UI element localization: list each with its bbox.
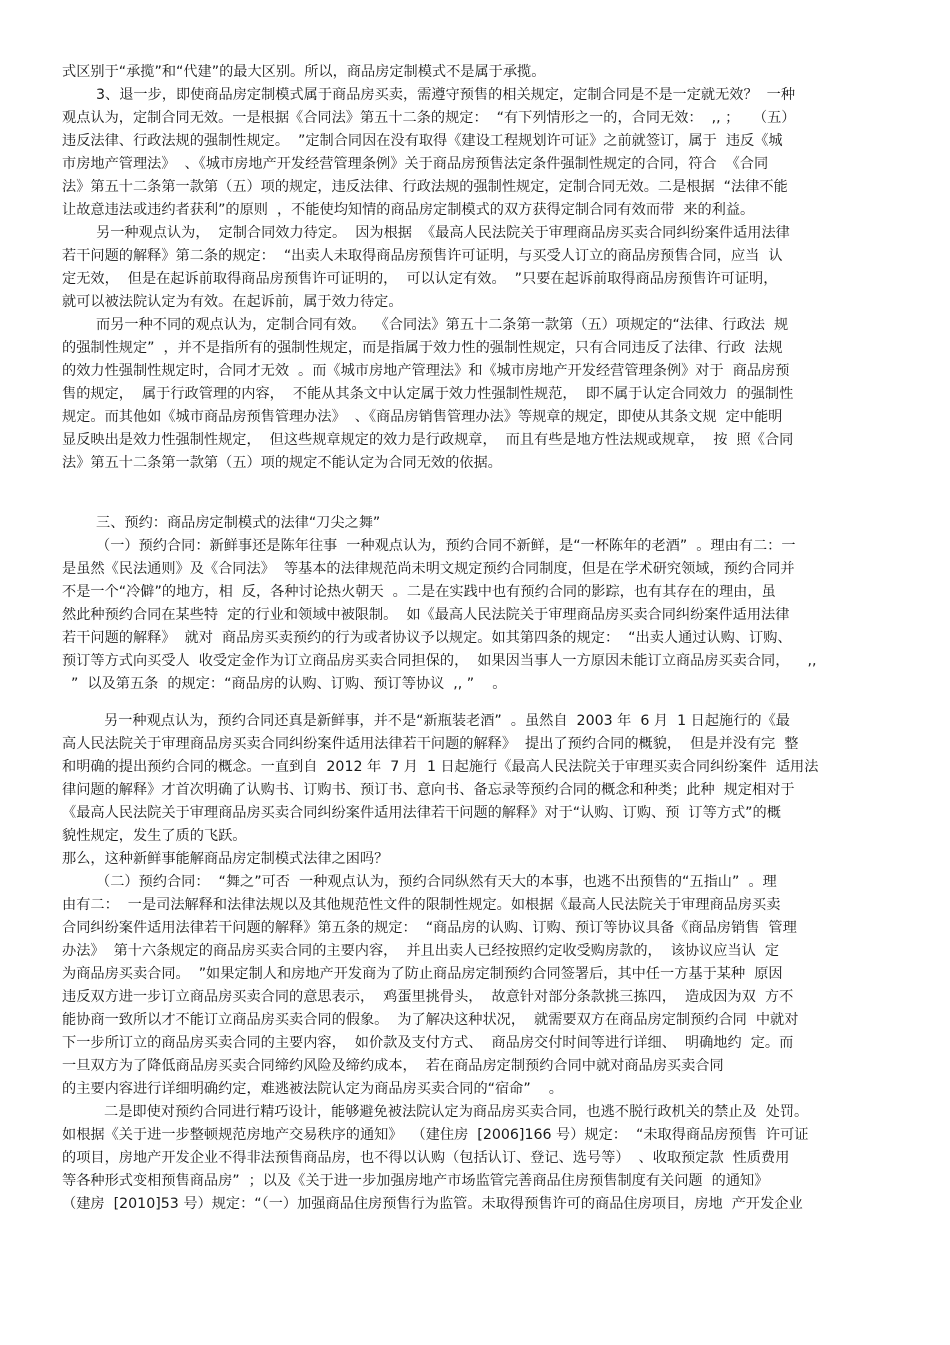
text-line: 预订等方式向买受人 收受定金作为订立商品房买卖合同担保的， 如果因当事人一方原因未能订立商品房买卖合同， ,,	[62, 653, 817, 669]
text-line: 违反双方进一步订立商品房买卖合同的意思表示， 鸡蛋里挑骨头， 故意针对部分条款挑三拣四， 造成因为双 方不	[62, 989, 794, 1005]
text-line: 观点认为，定制合同无效。一是根据《合同法》第五十二条的规定： “有下列情形之一的，合同无效： ,, ； （五）	[62, 110, 796, 126]
text-line: ” 以及第五条 的规定：“商品房的认购、订购、预订等协议 ,, ” 。	[62, 676, 507, 692]
text-line: 违反法律、行政法规的强制性规定。 ”定制合同因在没有取得《建设工程规划许可证》之前就签订，属于 违反《城	[62, 133, 783, 149]
text-line: 而另一种不同的观点认为，定制合同有效。 《合同法》第五十二条第一款第（五）项规定的“法律、行政法 规	[96, 317, 789, 333]
text-line: 不是一个“冷僻”的地方，相 反，各种讨论热火朝天 。二是在实践中也有预约合同的影踪，也有其存在的理由，虽	[62, 584, 776, 600]
text-line: 的强制性规定” ，并不是指所有的强制性规定，而是指属于效力性的强制性规定，只有合同违反了法律、行政 法规	[62, 340, 783, 356]
text-line: 式区别于“承揽”和“代建”的最大区别。所以，商品房定制模式不是属于承揽。	[62, 64, 546, 80]
text-line: 为商品房买卖合同。 ”如果定制人和房地产开发商为了防止商品房定制预约合同签署后，其中任一方基于某种 原因	[62, 966, 783, 982]
text-line: 法》第五十二条第一款第（五）项的规定，违反法律、行政法规的强制性规定，定制合同无效。二是根据 “法律不能	[62, 179, 788, 195]
text-line: 律问题的解释》才首次明确了认购书、订购书、预订书、意向书、备忘录等预约合同的概念和种类；此种 规定相对于	[62, 782, 795, 798]
section-heading: 三、预约：商品房定制模式的法律“刀尖之舞”	[96, 515, 381, 531]
text-line: 貌性规定，发生了质的飞跃。	[62, 828, 247, 844]
text-line: 《最高人民法院关于审理商品房买卖合同纠纷案件适用法律若干问题的解释》对于“认购、订购、预 订等方式”的概	[62, 805, 781, 821]
text-line: 那么，这种新鲜事能解商品房定制模式法律之困吗？	[62, 851, 389, 867]
text-line: 二是即使对预约合同进行精巧设计，能够避免被法院认定为商品房买卖合同，也逃不脱行政机关的禁止及 处罚。	[104, 1104, 809, 1120]
text-line: 就可以被法院认定为有效。在起诉前，属于效力待定。	[62, 294, 403, 310]
text-line: 3、退一步，即使商品房定制模式属于商品房买卖，需遵守预售的相关规定，定制合同是不是一定就无效？ 一种	[96, 87, 796, 103]
text-line: 办法》 第十六条规定的商品房买卖合同的主要内容， 并且出卖人已经按照约定收受购房款的， 该协议应当认 定	[62, 943, 780, 959]
text-line: 法》第五十二条第一款第（五）项的规定不能认定为合同无效的依据。	[62, 455, 502, 471]
text-line: 如根据《关于进一步整顿规范房地产交易秩序的通知》 （建住房 [2006]166 号）规定： “未取得商品房预售 许可证	[62, 1127, 809, 1143]
text-line: 的项目，房地产开发企业不得非法预售商品房，也不得以认购（包括认订、登记、选号等） 、收取预定款 性质费用	[62, 1150, 790, 1166]
text-line: 下一步所订立的商品房买卖合同的主要内容， 如价款及支付方式、 商品房交付时间等进行详细、 明确地约 定。而	[62, 1035, 794, 1051]
text-line: （建房 [2010]53 号）规定：“（一）加强商品住房预售行为监管。未取得预售许可的商品住房项目，房地 产开发企业	[62, 1196, 803, 1212]
text-line: 一旦双方为了降低商品房买卖合同缔约风险及缔约成本， 若在商品房定制预约合同中就对商品房买卖合同	[62, 1058, 724, 1074]
text-line: 和明确的提出预约合同的概念。一直到自 2012 年 7 月 1 日起施行《最高人民法院关于审理买卖合同纠纷案件 适用法	[62, 759, 819, 775]
text-line: 高人民法院关于审理商品房买卖合同纠纷案件适用法律若干问题的解释》 提出了预约合同的概貌， 但是并没有完 整	[62, 736, 799, 752]
text-line: 若干问题的解释》 就对 商品房买卖预约的行为或者协议予以规定。如其第四条的规定： “出卖人通过认购、订购、	[62, 630, 792, 646]
text-line: 的效力性强制性规定时，合同才无效 。而《城市房地产管理法》和《城市房地产开发经营管理条例》对于 商品房预	[62, 363, 790, 379]
text-line: （二）预约合同： “舞之”可否 一种观点认为，预约合同纵然有天大的本事，也逃不出预售的“五指山” 。理	[96, 874, 777, 890]
text-line: 的主要内容进行详细明确约定，难逃被法院认定为商品房买卖合同的“宿命” 。	[62, 1081, 563, 1097]
text-line: 然此种预约合同在某些特 定的行业和领域中被限制。 如《最高人民法院关于审理商品房买卖合同纠纷案件适用法律	[62, 607, 790, 623]
text-line: 售的规定， 属于行政管理的内容， 不能从其条文中认定属于效力性强制性规范， 即不属于认定合同效力 的强制性	[62, 386, 794, 402]
text-line: 让故意违法或违约者获利”的原则 ，不能使均知情的商品房定制模式的双方获得定制合同有效而带 来的利益。	[62, 202, 755, 218]
text-line: 是虽然《民法通则》及《合同法》 等基本的法律规范尚未明文规定预约合同制度，但是在学术研究领域，预约合同并	[62, 561, 795, 577]
text-line: 由有二： 一是司法解释和法律法规以及其他规范性文件的限制性规定。如根据《最高人民法院关于审理商品房买卖	[62, 897, 781, 913]
text-line: 市房地产管理法》 、《城市房地产开发经营管理条例》关于商品房预售法定条件强制性规定的合同，符合 《合同	[62, 156, 769, 172]
text-line: 显反映出是效力性强制性规定， 但这些规章规定的效力是行政规章， 而且有些是地方性法规或规章， 按 照《合同	[62, 432, 794, 448]
text-line: 合同纠纷案件适用法律若干问题的解释》第五条的规定： “商品房的认购、订购、预订等协议具备《商品房销售 管理	[62, 920, 797, 936]
text-line: 另一种观点认为，预约合同还真是新鲜事，并不是“新瓶装老酒” 。虽然自 2003 年 6 月 1 日起施行的《最	[104, 713, 790, 729]
text-line: 规定。而其他如《城市商品房预售管理办法》 、《商品房销售管理办法》等规章的规定，即使从其条文规 定中能明	[62, 409, 783, 425]
text-line: 等各种形式变相预售商品房” ；以及《关于进一步加强房地产市场监管完善商品住房预售制度有关问题 的通知》	[62, 1173, 769, 1189]
text-line: 定无效， 但是在起诉前取得商品房预售许可证明的， 可以认定有效。 ”只要在起诉前取得商品房预售许可证明，	[62, 271, 778, 287]
text-line: 若干问题的解释》第二条的规定： “出卖人未取得商品房预售许可证明，与买受人订立的商品房预售合同，应当 认	[62, 248, 783, 264]
text-line: 另一种观点认为， 定制合同效力待定。 因为根据 《最高人民法院关于审理商品房买卖合同纠纷案件适用法律	[96, 225, 790, 241]
text-line: 能协商一致所以才不能订立商品房买卖合同的假象。 为了解决这种状况， 就需要双方在商品房定制预约合同 中就对	[62, 1012, 799, 1028]
text-line: （一）预约合同：新鲜事还是陈年往事 一种观点认为，预约合同不新鲜，是“一杯陈年的老酒” 。理由有二：一	[96, 538, 796, 554]
